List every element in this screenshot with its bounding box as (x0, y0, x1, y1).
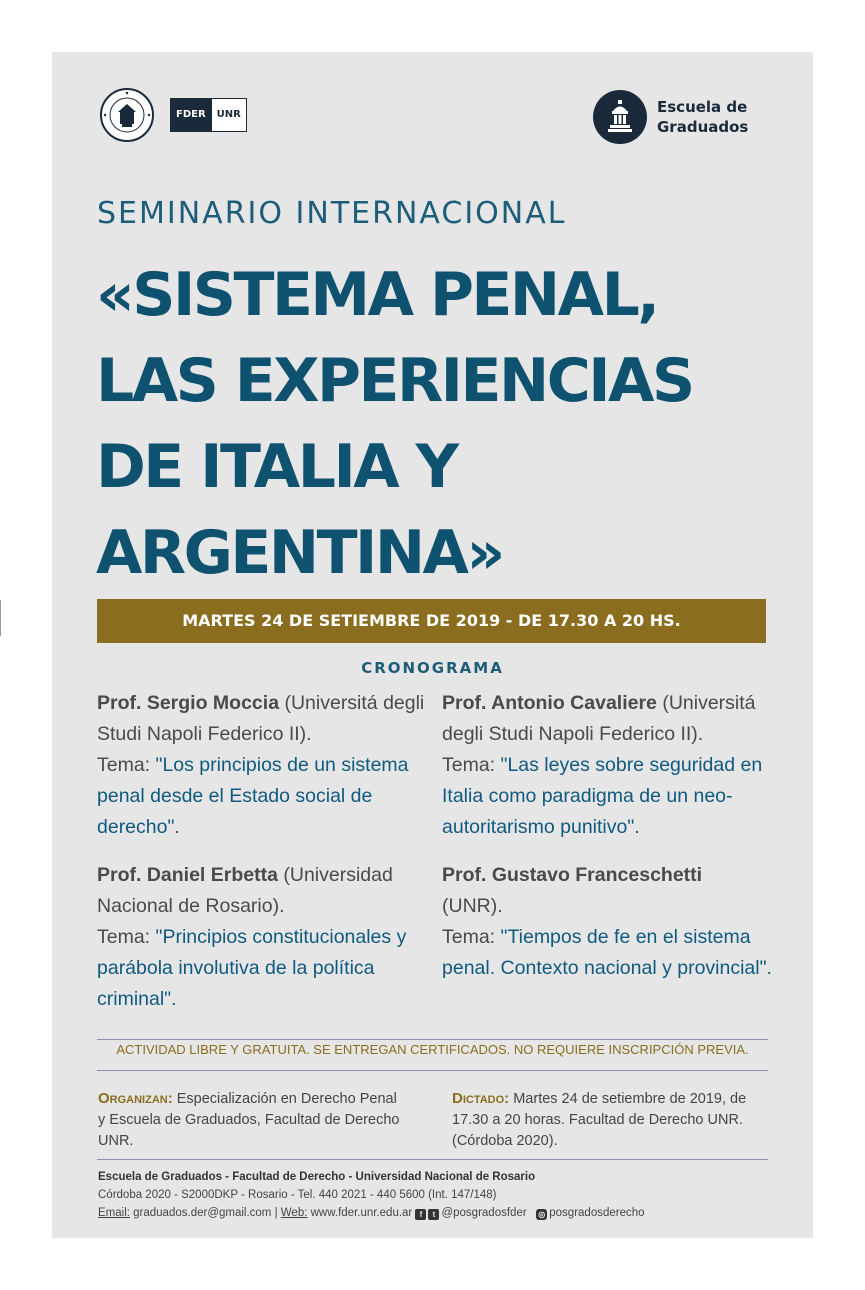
speaker-topic: "Tiempos de fe en el sistema penal. Contexto nacional y provincial". (442, 926, 772, 979)
tema-label: Tema: (97, 754, 156, 776)
web-label: Web: (280, 1207, 308, 1219)
speaker-name: Prof. Gustavo Franceschetti (442, 864, 703, 886)
email-link[interactable]: graduados.der@gmail.com | (129, 1207, 281, 1219)
speaker-block (442, 860, 772, 984)
speaker-affiliation: (Universitá degli Studi Napoli Federico II). (97, 692, 425, 745)
organizan-text: Especialización en Derecho Penal y Escuela de Graduados, Facultad de Derecho UNR. (98, 1091, 400, 1149)
speaker-block (442, 688, 772, 843)
speaker-name: Prof. Antonio Cavaliere (442, 692, 657, 714)
social-handle[interactable]: @posgradosfder (441, 1207, 527, 1219)
dictado-text: Martes 24 de setiembre de 2019, de 17.30 a 20 horas. Facultad de Derecho UNR. (Córdoba 2020). (452, 1091, 747, 1149)
title-line: LAS EXPERIENCIAS (96, 346, 693, 416)
instagram-icon[interactable]: ◎ (536, 1209, 547, 1220)
organizan-label: Organizan: (98, 1090, 173, 1107)
free-activity-notice: ACTIVIDAD LIBRE Y GRATUITA. SE ENTREGAN CERTIFICADOS. NO REQUIERE INSCRIPCIÓN PREVIA. (116, 1042, 749, 1057)
cronograma-heading: CRONOGRAMA (361, 659, 504, 677)
escuela-graduados-text (657, 97, 748, 137)
footer-links (98, 1204, 778, 1222)
escuela-graduados-logo (593, 90, 748, 144)
tema-label: Tema: (442, 754, 501, 776)
speaker-affiliation: (Universidad Nacional de Rosario). (97, 864, 393, 917)
title-line: DE ITALIA Y (96, 432, 457, 502)
speaker-name: Prof. Sergio Moccia (97, 692, 280, 714)
facebook-icon[interactable]: f (415, 1209, 426, 1220)
speaker-topic: "Principios constitucionales y parábola involutiva de la política criminal". (97, 926, 407, 1010)
footer-contact (98, 1168, 778, 1222)
speaker-block (97, 860, 427, 1015)
page-edge-mark (0, 600, 1, 636)
footer-address: Córdoba 2020 - S2000DKP - Rosario - Tel. 440 2021 - 440 5600 (Int. 147/148) (98, 1189, 497, 1201)
organizan-block (98, 1088, 408, 1152)
title-line: ARGENTINA» (96, 518, 503, 588)
tema-label: Tema: (442, 926, 501, 948)
title-line: «SISTEMA PENAL, (96, 260, 658, 330)
seminar-title (96, 252, 796, 596)
divider (97, 1039, 768, 1040)
speaker-block (97, 688, 427, 843)
school-line-1: Escuela de (657, 98, 748, 116)
seminar-poster (52, 52, 813, 1238)
date-banner: MARTES 24 DE SETIEMBRE DE 2019 - DE 17.30 A 20 HS. (97, 599, 766, 643)
building-dome-icon (593, 90, 647, 144)
university-seal-icon (100, 88, 154, 142)
divider (97, 1070, 768, 1071)
school-line-2: Graduados (657, 118, 749, 136)
instagram-handle[interactable]: posgradosderecho (549, 1207, 645, 1219)
dictado-block (452, 1088, 768, 1152)
divider (97, 1159, 768, 1160)
footer-institution: Escuela de Graduados - Facultad de Derecho - Universidad Nacional de Rosario (98, 1171, 536, 1183)
web-link[interactable]: www.fder.unr.edu.ar (307, 1207, 416, 1219)
tema-label: Tema: (97, 926, 156, 948)
speaker-topic: "Los principios de un sistema penal desde el Estado social de derecho". (97, 754, 409, 838)
seminar-kicker: SEMINARIO INTERNACIONAL (97, 196, 567, 231)
fder-label: FDER (171, 99, 211, 131)
speaker-affiliation: (Universitá degli Studi Napoli Federico II). (442, 692, 756, 745)
unr-label: UNR (211, 99, 246, 131)
fder-unr-logo (170, 98, 247, 132)
speaker-affiliation: (UNR). (442, 895, 503, 917)
twitter-icon[interactable]: t (428, 1209, 439, 1220)
email-label: Email: (98, 1207, 130, 1219)
speaker-topic: "Las leyes sobre seguridad en Italia como paradigma de un neo-autoritarismo punitivo". (442, 754, 763, 838)
dictado-label: Dictado: (452, 1090, 510, 1107)
speaker-name: Prof. Daniel Erbetta (97, 864, 278, 886)
